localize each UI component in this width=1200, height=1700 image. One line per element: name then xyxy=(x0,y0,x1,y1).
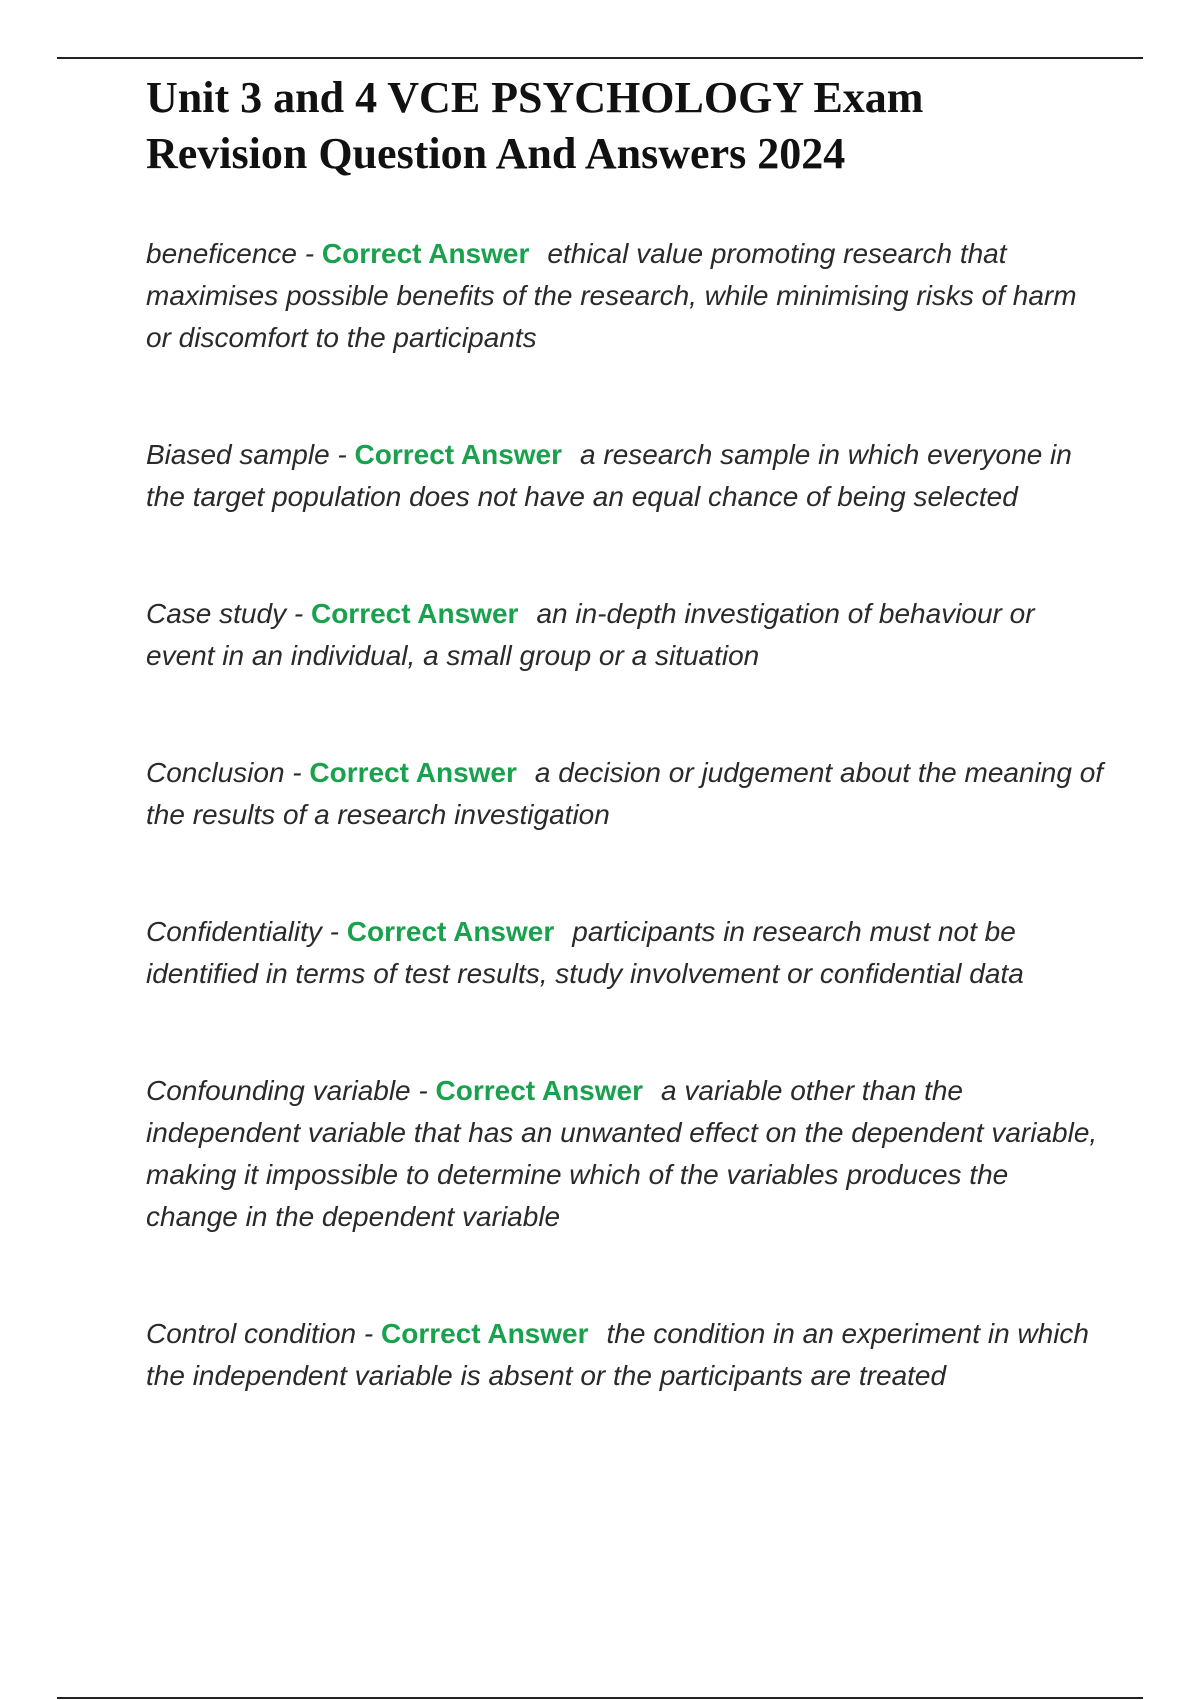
document-title xyxy=(146,70,1106,182)
bottom-divider xyxy=(57,1697,1143,1699)
entry-definition: a variable other than the independent variable that has an unwanted effect on the dependent variable, making it impossible to determine which of the variables produces the change in the dependent variable xyxy=(146,1075,1098,1232)
entry-term: Confounding variable xyxy=(146,1075,411,1106)
qa-entry-confidentiality xyxy=(146,911,1106,995)
document-page xyxy=(146,70,1106,1472)
entry-definition: the condition in an experiment in which the independent variable is absent or the participants are treated xyxy=(146,1318,1090,1391)
qa-entry-control-condition xyxy=(146,1313,1106,1397)
title-line-1: Unit 3 and 4 VCE PSYCHOLOGY Exam xyxy=(146,73,924,122)
entry-separator: - xyxy=(321,916,347,947)
correct-answer-label: Correct Answer xyxy=(309,757,517,788)
qa-entry-case-study xyxy=(146,593,1106,677)
correct-answer-label: Correct Answer xyxy=(435,1075,644,1106)
entry-separator: - xyxy=(356,1318,382,1349)
entry-definition: a decision or judgement about the meaning of the results of a research investigation xyxy=(146,757,1104,830)
entry-term: beneficence xyxy=(146,238,298,269)
correct-answer-label: Correct Answer xyxy=(321,238,530,269)
top-divider xyxy=(57,57,1143,59)
entry-separator: - xyxy=(284,757,310,788)
entry-separator: - xyxy=(297,238,322,269)
qa-entry-beneficence xyxy=(146,233,1106,359)
entry-term: Biased sample xyxy=(146,439,330,470)
correct-answer-label: Correct Answer xyxy=(310,598,519,629)
qa-list xyxy=(146,233,1106,1397)
entry-separator: - xyxy=(286,598,311,629)
entry-definition: participants in research must not be identified in terms of test results, study involvement or confidential data xyxy=(146,916,1024,989)
correct-answer-label: Correct Answer xyxy=(346,916,555,947)
entry-term: Control condition xyxy=(146,1318,357,1349)
entry-term: Conclusion xyxy=(146,757,285,788)
title-line-2: Revision Question And Answers 2024 xyxy=(146,129,846,178)
correct-answer-label: Correct Answer xyxy=(381,1318,589,1349)
entry-definition: an in-depth investigation of behaviour or event in an individual, a small group or a situation xyxy=(146,598,1035,671)
entry-definition: ethical value promoting research that maximises possible benefits of the research, while minimising risks of harm or discomfort to the participants xyxy=(146,238,1077,353)
entry-separator: - xyxy=(329,439,355,470)
entry-term: Case study xyxy=(146,598,287,629)
correct-answer-label: Correct Answer xyxy=(354,439,563,470)
entry-separator: - xyxy=(410,1075,436,1106)
entry-definition: a research sample in which everyone in the target population does not have an equal chance of being selected xyxy=(146,439,1072,512)
entry-term: Confidentiality xyxy=(146,916,322,947)
qa-entry-conclusion xyxy=(146,752,1106,836)
qa-entry-biased-sample xyxy=(146,434,1106,518)
qa-entry-confounding-variable xyxy=(146,1070,1106,1238)
